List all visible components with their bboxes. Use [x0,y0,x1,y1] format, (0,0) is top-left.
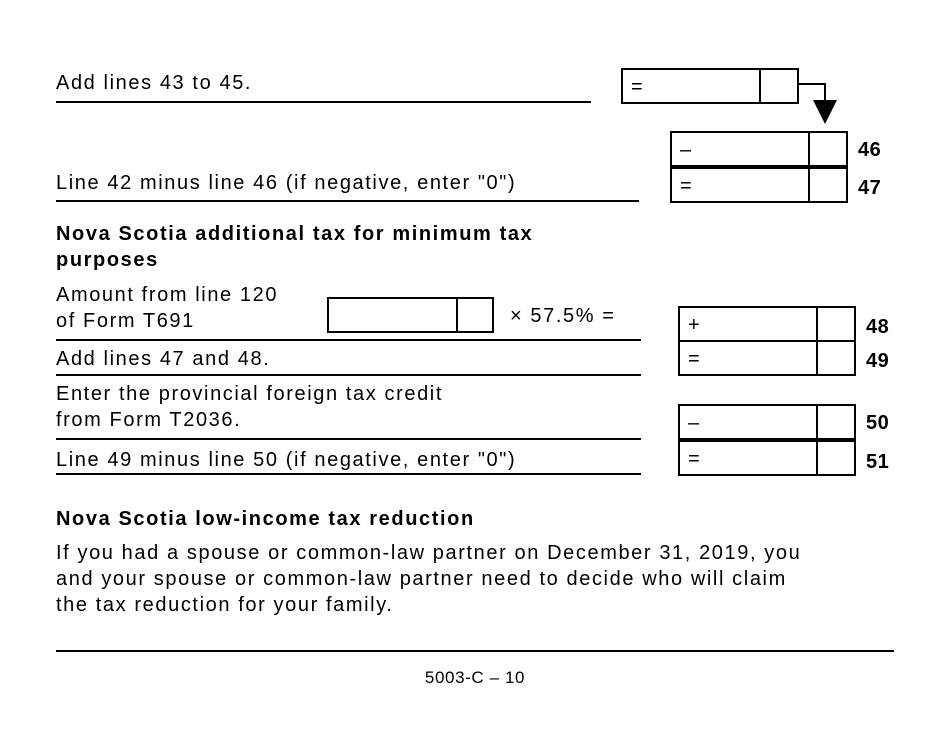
line-number-48: 48 [866,316,890,338]
line-48-field[interactable] [678,306,856,342]
minus-sign: – [688,412,700,434]
line-number-49: 49 [866,350,890,372]
divider [56,438,641,440]
amount-line-120-label-cont: of Form T691 [56,310,195,332]
line-50-label: Enter the provincial foreign tax credit [56,383,444,405]
line-46-field[interactable] [670,131,848,167]
cents-divider [816,406,818,438]
cents-divider [808,133,810,165]
divider [56,200,639,202]
cents-divider [456,299,458,331]
equals-sign: = [680,175,692,197]
line-number-51: 51 [866,451,890,473]
equals-sign: = [688,348,700,370]
line-51-label: Line 49 minus line 50 (if negative, enter "0") [56,449,517,471]
minus-sign: – [680,139,692,161]
page-number: 5003-C – 10 [424,668,526,687]
divider [56,339,641,341]
add-lines-43-45-field[interactable] [621,68,799,104]
section-heading-additional-tax-cont: purposes [56,249,159,271]
arrow-down-icon [795,76,845,128]
footer-divider [56,650,894,652]
divider [56,374,641,376]
low-income-paragraph-line-2: and your spouse or common-law partner need to decide who will claim [56,568,787,590]
line-49-label: Add lines 47 and 48. [56,348,271,370]
amount-line-120-field[interactable] [327,297,494,333]
line-47-field[interactable] [670,167,848,203]
section-heading-additional-tax: Nova Scotia additional tax for minimum tax [56,223,534,245]
line-number-46: 46 [858,139,882,161]
line-47-label: Line 42 minus line 46 (if negative, enter "0") [56,172,517,194]
cents-divider [816,442,818,474]
add-lines-43-45-label: Add lines 43 to 45. [56,72,253,94]
cents-divider [808,169,810,201]
equals-sign: = [688,448,700,470]
low-income-paragraph-line-1: If you had a spouse or common-law partner on December 31, 2019, you [56,542,802,564]
divider [56,101,591,103]
equals-sign: = [631,76,643,98]
amount-line-120-label: Amount from line 120 [56,284,279,306]
plus-sign: + [688,314,700,336]
divider [56,473,641,475]
cents-divider [816,308,818,340]
line-number-50: 50 [866,412,890,434]
cents-divider [759,70,761,102]
line-50-field[interactable] [678,404,856,440]
line-49-field[interactable] [678,340,856,376]
section-heading-low-income: Nova Scotia low-income tax reduction [56,508,475,530]
multiplier-rate: × 57.5% = [510,305,616,327]
cents-divider [816,342,818,374]
line-50-label-cont: from Form T2036. [56,409,242,431]
low-income-paragraph-line-3: the tax reduction for your family. [56,594,394,616]
line-51-field[interactable] [678,440,856,476]
line-number-47: 47 [858,177,882,199]
